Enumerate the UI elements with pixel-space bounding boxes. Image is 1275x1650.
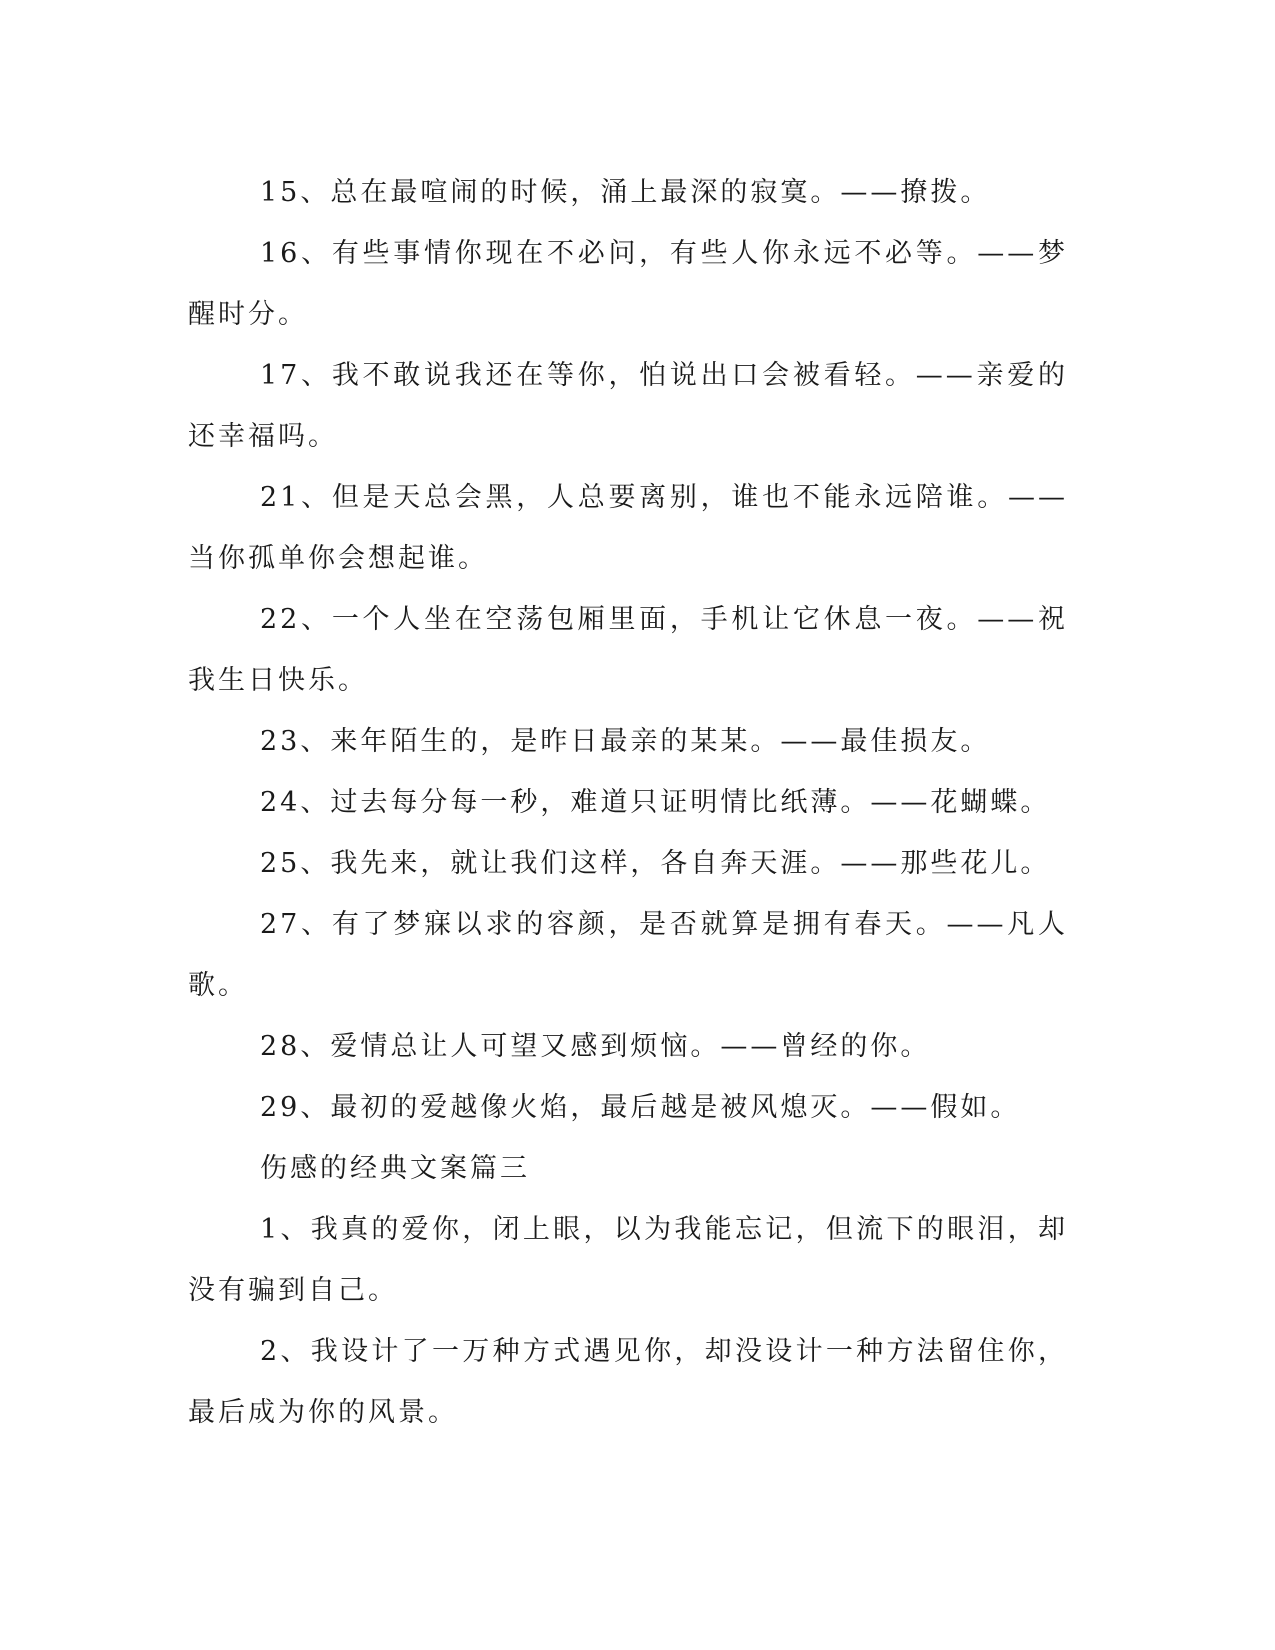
section-paragraph: 2、我设计了一万种方式遇见你，却没设计一种方法留住你，最后成为你的风景。 [188, 1336, 1068, 1428]
quote-paragraph: 28、爱情总让人可望又感到烦恼。——曾经的你。 [260, 1031, 931, 1062]
quote-paragraph: 23、来年陌生的，是昨日最亲的某某。——最佳损友。 [260, 726, 991, 757]
quote-paragraph: 24、过去每分每一秒，难道只证明情比纸薄。——花蝴蝶。 [260, 787, 1051, 818]
section-paragraph: 1、我真的爱你，闭上眼，以为我能忘记，但流下的眼泪，却没有骗到自己。 [188, 1214, 1068, 1306]
document-body [188, 162, 1068, 1443]
quote-paragraph: 22、一个人坐在空荡包厢里面，手机让它休息一夜。——祝我生日快乐。 [188, 604, 1068, 696]
quote-paragraph: 27、有了梦寐以求的容颜，是否就算是拥有春天。——凡人歌。 [188, 909, 1068, 1001]
quote-paragraph: 15、总在最喧闹的时候，涌上最深的寂寞。——撩拨。 [260, 177, 991, 208]
quote-paragraph: 17、我不敢说我还在等你，怕说出口会被看轻。——亲爱的还幸福吗。 [188, 360, 1068, 452]
section-heading: 伤感的经典文案篇三 [260, 1153, 530, 1184]
quote-paragraph: 25、我先来，就让我们这样，各自奔天涯。——那些花儿。 [260, 848, 1051, 879]
quote-paragraph: 16、有些事情你现在不必问，有些人你永远不必等。——梦醒时分。 [188, 238, 1068, 330]
quote-paragraph: 29、最初的爱越像火焰，最后越是被风熄灭。——假如。 [260, 1092, 1021, 1123]
quote-paragraph: 21、但是天总会黑，人总要离别，谁也不能永远陪谁。——当你孤单你会想起谁。 [188, 482, 1068, 574]
